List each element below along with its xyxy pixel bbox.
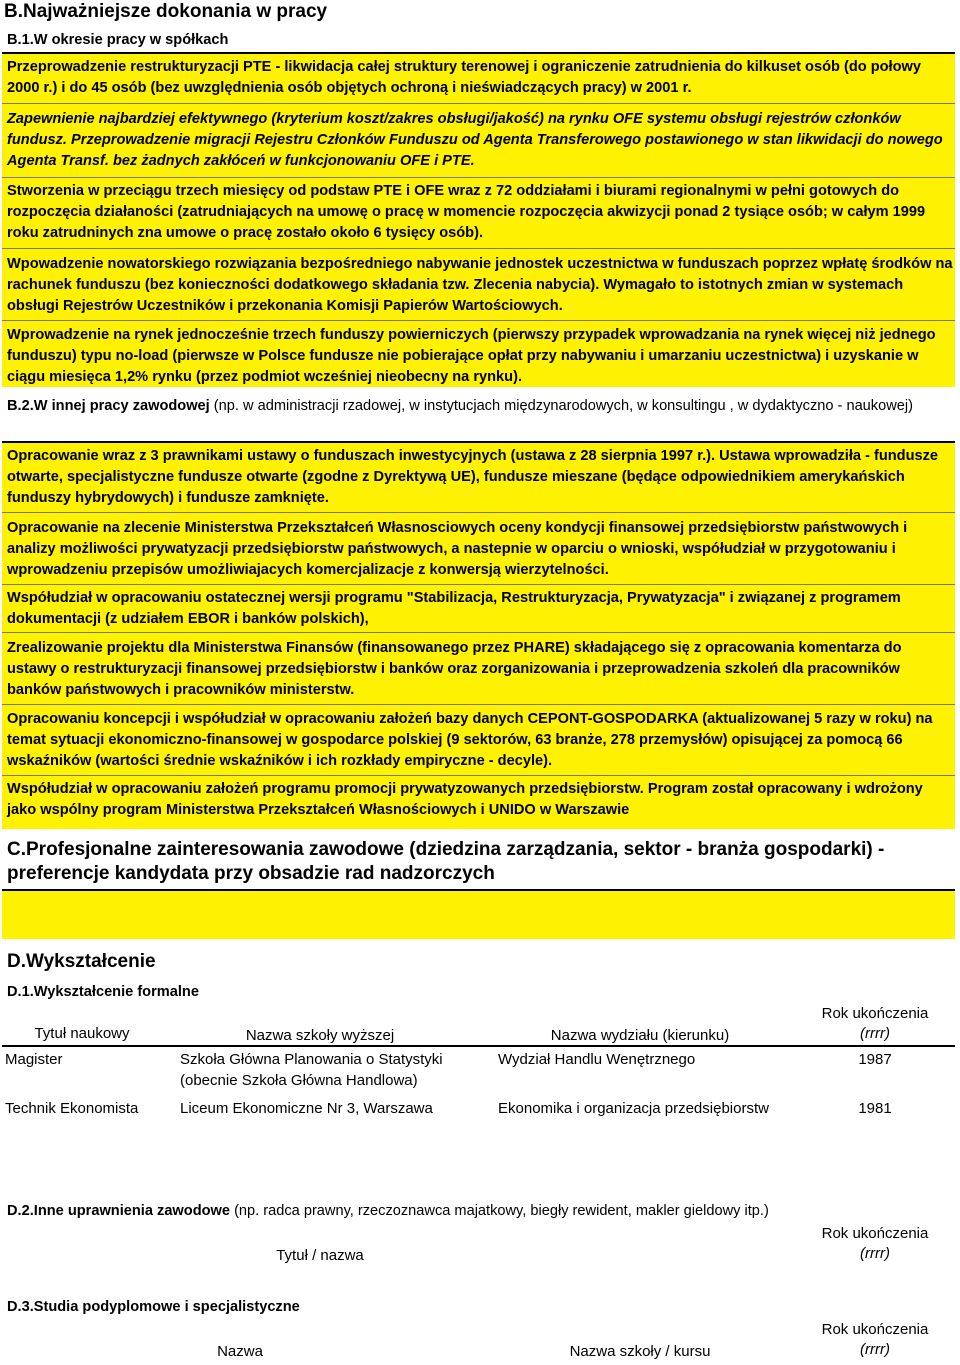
section-d2-heading	[7, 1201, 947, 1222]
b2-item-2: Opracowanie na zlecenie Ministerstwa Przekształceń Własnosciowych oceny kondycji finansowej przedsiębiorstw państwowych i analizy możliwości prywatyzacji przedsiębiorstw państwowych, a nastepnie w oparciu o wnioski, współudział w przygotowaniu i wprowadzeniu przepisów umożliwiajacych komercjalizacje z konwersją wierzytelności.	[7, 520, 908, 578]
header-tytul-naukowy: Tytuł naukowy	[34, 1025, 130, 1042]
b1-item-3: Stworzenia w przeciągu trzech miesięcy od podstaw PTE i OFE wraz z 72 oddziałami i biurami regionalnymi w pełni gotowych do rozpoczęcia działaności (zatrudniających na umowę o pracę w momencie rozpoczęcia akwizycji ponad 2 tysiące osób; w całym 1999 roku zatrudninych zna umowe o pracę zostało około 6 tysięcy osób).	[7, 183, 926, 241]
education-year[interactable]: 1987	[858, 1051, 892, 1068]
section-d2-title: D.2.Inne uprawnienia zawodowe	[7, 1203, 230, 1219]
b2-item-4: Zrealizowanie projektu dla Ministerstwa Finansów (finansowanego przez PHARE) składającego się z opracowania komentarza do ustawy o restrukturyzacji finansowej przedsiębiorstw i banków oraz zorganizowania i przeprowadzenia szkoleń dla pracowników banków państwowych i pracowników ministerstw.	[7, 640, 902, 698]
b2-item-3: Współudział w opracowaniu ostatecznej wersji programu "Stabilizacja, Restrukturyzacja, Prywatyzacja" i związanej z programem dokumentacji (z udziałem EBOR i banków polskich),	[7, 590, 901, 627]
header-rok-ukonczenia: Rok ukończenia	[821, 1321, 929, 1338]
header-rok-format: (rrrr)	[860, 1025, 890, 1042]
b2-item-5: Opracowaniu koncepcji i współudział w opracowaniu założeń bazy danych CEPONT-GOSPODARKA (aktualizowanej 5 razy w roku) na temat sytuacji ekonomiczno-finansowej w gospodarce polskiej (9 sektorów, 63 branże, 278 przemysłów) opisującej za pomocą 66 wskaźników (wartości średnie wskaźników i ich rozkłady empiryczne - decyle).	[7, 711, 933, 769]
divider	[2, 512, 955, 513]
b1-item-1: Przeprowadzenie restrukturyzacji PTE - likwidacja całej struktury terenowej i ograniczenie zatrudnienia do kilkuset osób (do połowy 2000 r.) i do 45 osób (bez uwzględnienia osób objętych ochroną i nieświadczących pracy) w 2001 r.	[7, 59, 921, 96]
b2-item-1: Opracowanie wraz z 3 prawnikami ustawy o funduszach inwestycyjnych (ustawa z 28 sierpnia 1997 r.). Ustawa wprowadziła - fundusze otwarte, specjalistyczne fundusze otwarte (zgodne z Dyrektywą UE), fundusze mieszane (będące odpowiednikiem amerykańskich funduszy hybrydowych) i fundusze zamknięte.	[7, 448, 939, 506]
section-d-title: D.Wykształcenie	[7, 951, 156, 972]
education-school[interactable]: Liceum Ekonomiczne Nr 3, Warszawa	[180, 1100, 433, 1117]
section-c-input-field[interactable]	[2, 891, 955, 939]
divider	[2, 320, 955, 321]
header-rok-format: (rrrr)	[860, 1341, 890, 1358]
b1-item-2: Zapewnienie najbardziej efektywnego (kryterium koszt/zakres obsługi/jakość) na rynku OFE systemu obsługi rejestrów członków fundusz. Przeprowadzenie migracji Rejestru Członków Funduszu od Agenta Transferowego postawionego w stan likwidacji do nowego Agenta Transf. bez żadnych zakłóceń w funkcjonowaniu OFE i PTE.	[7, 111, 943, 169]
section-b2-note: (np. w administracji rzadowej, w instytucjach międzynarodowych, w konsultingu , w dydaktyczno - naukowej)	[213, 398, 913, 414]
section-d3-title: D.3.Studia podyplomowe i specjalistyczne	[7, 1299, 300, 1315]
education-faculty[interactable]: Ekonomika i organizacja przedsiębiorstw	[498, 1100, 769, 1117]
divider	[2, 103, 955, 104]
b1-item-4: Wpowadzenie nowatorskiego rozwiązania bezpośredniego nabywanie jednostek uczestnictwa w funduszach poprzez wpłatę środków na rachunek funduszu (bez konieczności dodatkowego składania tzw. Zlecenia nabycia). Wymagało to istotnych zmian w systemach obsługi Rejestrów Uczestników i przekonania Komisji Papierów Wartościowych.	[7, 256, 953, 314]
divider	[2, 248, 955, 249]
section-b2-title: B.2.W innej pracy zawodowej	[7, 398, 210, 414]
header-nazwa-wydzialu: Nazwa wydziału (kierunku)	[550, 1027, 730, 1044]
education-faculty[interactable]: Wydział Handlu Wenętrznego	[498, 1051, 696, 1068]
section-b2-heading	[7, 396, 947, 417]
header-nazwa-szkoly: Nazwa szkoły wyższej	[245, 1027, 395, 1044]
divider	[2, 704, 955, 705]
section-c-title: C.Profesjonalne zainteresowania zawodowe (dziedzina zarządzania, sektor - branża gospodarki) - preferencje kandydata przy obsadzie rad nadzorczych	[7, 839, 885, 884]
education-school[interactable]: Szkoła Główna Planowania o Statystyki (obecnie Szkoła Główna Handlowa)	[180, 1051, 443, 1089]
d2-empty-row[interactable]	[2, 1266, 955, 1292]
header-rok-ukonczenia: Rok ukończenia	[821, 1225, 929, 1242]
education-year[interactable]: 1981	[858, 1100, 892, 1117]
header-tytul-nazwa: Tytuł / nazwa	[276, 1247, 364, 1264]
section-b-title: B.Najważniejsze dokonania w pracy	[4, 1, 328, 22]
b1-item-5: Wprowadzenie na rynek jednocześnie trzech funduszy powierniczych (pierwszy przypadek wprowadzania na rynek więcej niż jednego funduszu) typu no-load (pierwsze w Polsce fundusze nie pobierające opłat przy nabywaniu i umarzaniu uczestnictwa) i uzyskanie w ciągu miesięca 1,2% rynku (przez podmiot wcześniej nieobecny na rynku).	[7, 327, 936, 385]
divider	[2, 584, 955, 585]
divider	[2, 177, 955, 178]
divider	[2, 632, 955, 633]
education-empty-row[interactable]	[2, 1125, 955, 1195]
section-d2-note: (np. radca prawny, rzeczoznawca majatkowy, biegły rewident, makler gieldowy itp.)	[234, 1203, 769, 1219]
header-rok-format: (rrrr)	[860, 1245, 890, 1262]
divider	[2, 1045, 955, 1047]
education-title[interactable]: Magister	[5, 1051, 63, 1068]
header-rok-ukonczenia: Rok ukończenia	[821, 1005, 929, 1022]
education-title[interactable]: Technik Ekonomista	[5, 1100, 139, 1117]
divider	[2, 775, 955, 776]
section-b1-title: B.1.W okresie pracy w spółkach	[7, 32, 229, 48]
header-nazwa: Nazwa	[217, 1343, 263, 1360]
section-d1-title: D.1.Wykształcenie formalne	[7, 984, 199, 1000]
b2-item-6: Współudział w opracowaniu założeń programu promocji prywatyzowanych przedsiębiorstw. Program został opracowany i wdrożony jako wspólny program Ministerstwa Przekształceń Własnościowych i UNIDO w Warszawie	[7, 781, 923, 818]
header-nazwa-szkoly-kursu: Nazwa szkoły / kursu	[569, 1343, 711, 1360]
